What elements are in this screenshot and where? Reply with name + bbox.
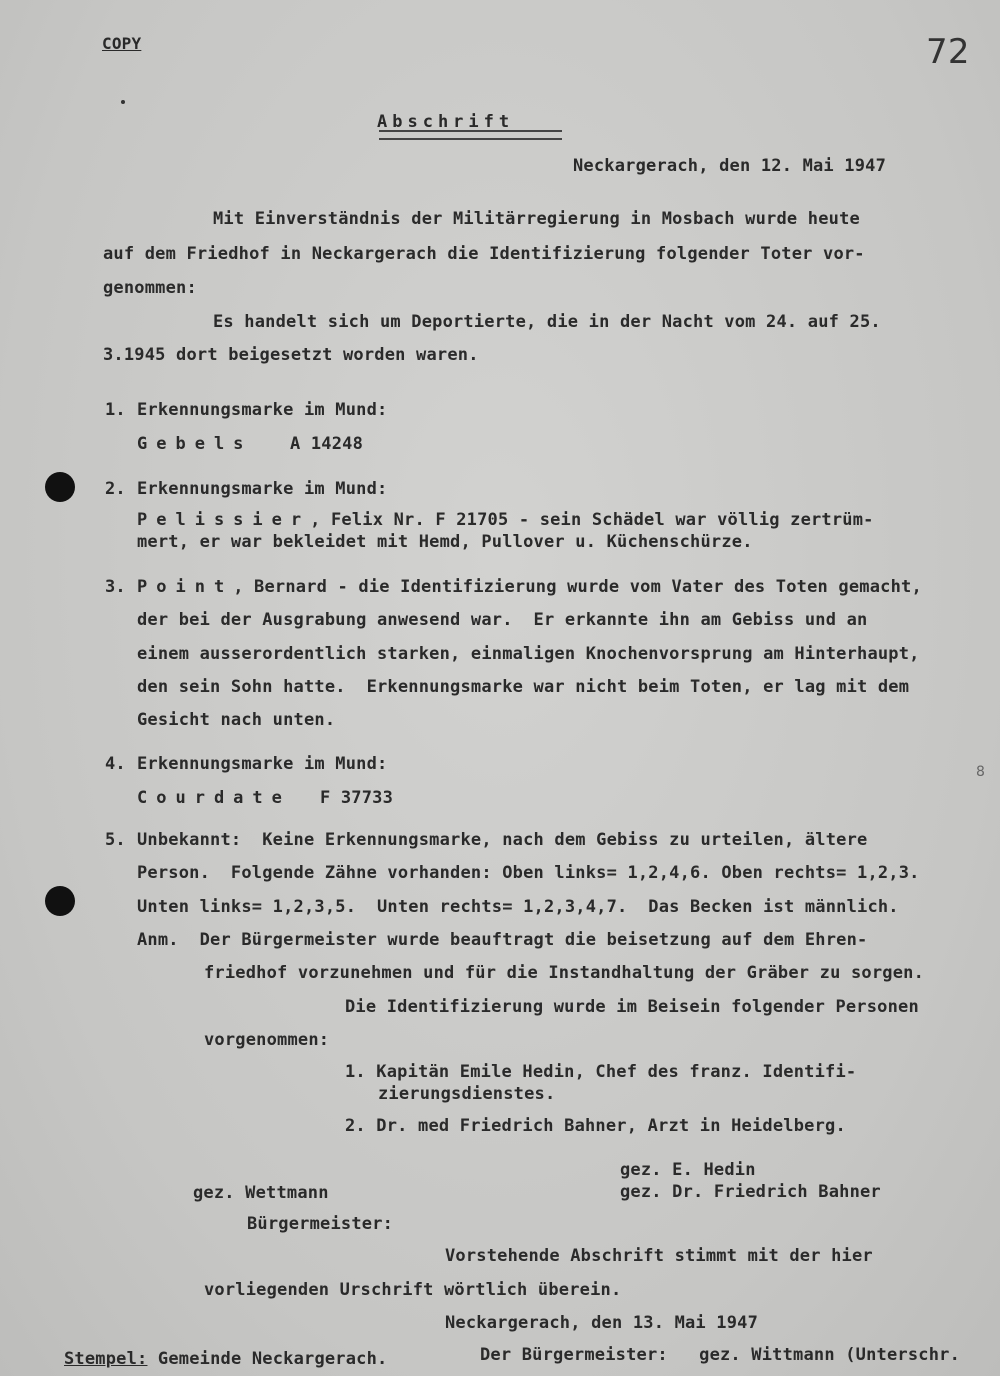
title-double-underline <box>379 130 562 140</box>
person-1-line-2: zierungsdienstes. <box>378 1084 556 1104</box>
entry-1-heading: Erkennungsmarke im Mund: <box>137 400 388 420</box>
stamp-line <box>64 1349 388 1369</box>
entry-4-detail: F 37733 <box>320 788 394 808</box>
entry-1-name: Gebels <box>137 434 253 454</box>
entry-3-line-5: Gesicht nach unten. <box>137 710 336 730</box>
signature-hedin: gez. E. Hedin <box>620 1160 756 1180</box>
intro-line-5: 3.1945 dort beigesetzt worden waren. <box>103 345 479 365</box>
note-line-2: friedhof vorzunehmen und für die Instandhaltung der Gräber zu sorgen. <box>204 963 925 983</box>
mayor-title: Bürgermeister: <box>247 1214 394 1234</box>
entry-2-name: Pelissier <box>137 510 311 530</box>
entry-3-line-1 <box>137 577 922 597</box>
entry-2-heading: Erkennungsmarke im Mund: <box>137 479 388 499</box>
signature-bahner: gez. Dr. Friedrich Bahner <box>620 1182 881 1202</box>
punch-hole-bottom <box>45 886 75 916</box>
entry-4-heading: Erkennungsmarke im Mund: <box>137 754 388 774</box>
intro-line-3: genommen: <box>103 278 197 298</box>
entry-4-name: Courdate <box>137 788 291 808</box>
intro-line-4: Es handelt sich um Deportierte, die in der Nacht vom 24. auf 25. <box>213 312 881 332</box>
note-line-1: Anm. Der Bürgermeister wurde beauftragt die beisetzung auf dem Ehren- <box>137 930 868 950</box>
stamp-label: Stempel: <box>64 1349 148 1369</box>
punch-hole-top <box>45 472 75 502</box>
place-date: Neckargerach, den 12. Mai 1947 <box>573 156 887 176</box>
page-number: 72 <box>926 32 970 72</box>
copy-label: COPY <box>102 34 142 53</box>
entry-3-line-4: den sein Sohn hatte. Erkennungsmarke war nicht beim Toten, er lag mit dem <box>137 677 910 697</box>
entry-2-number: 2. <box>105 479 126 499</box>
entry-2-line-1 <box>137 510 874 530</box>
mayor-signature-line: Der Bürgermeister: gez. Wittmann (Unterschr. <box>480 1345 961 1365</box>
margin-pencil-mark: 8 <box>976 764 985 780</box>
certification-place-date: Neckargerach, den 13. Mai 1947 <box>445 1313 759 1333</box>
entry-5-line-2: Person. Folgende Zähne vorhanden: Oben links= 1,2,4,6. Oben rechts= 1,2,3. <box>137 863 920 883</box>
stamp-text: Gemeinde Neckargerach. <box>147 1349 388 1369</box>
entry-3-name: Point <box>137 577 234 597</box>
note-line-4: vorgenommen: <box>204 1030 330 1050</box>
entry-4-number: 4. <box>105 754 126 774</box>
entry-3-line-2: der bei der Ausgrabung anwesend war. Er erkannte ihn am Gebiss und an <box>137 610 868 630</box>
entry-5-line-1: Unbekannt: Keine Erkennungsmarke, nach dem Gebiss zu urteilen, ältere <box>137 830 868 850</box>
entry-5-number: 5. <box>105 830 126 850</box>
intro-line-1: Mit Einverständnis der Militärregierung in Mosbach wurde heute <box>213 209 860 229</box>
document-title: Abschrift <box>377 112 515 132</box>
entry-5-line-3: Unten links= 1,2,3,5. Unten rechts= 1,2,3,4,7. Das Becken ist männlich. <box>137 897 899 917</box>
entry-3-number: 3. <box>105 577 126 597</box>
ink-speck <box>121 100 125 104</box>
certification-line-1: Vorstehende Abschrift stimmt mit der hier <box>445 1246 873 1266</box>
entry-3-line-1-rest: , Bernard - die Identifizierung wurde vom Vater des Toten gemacht, <box>233 577 922 597</box>
person-2-line-1: 2. Dr. med Friedrich Bahner, Arzt in Heidelberg. <box>345 1116 846 1136</box>
person-1-line-1: 1. Kapitän Emile Hedin, Chef des franz. Identifi- <box>345 1062 857 1082</box>
entry-2-line-2: mert, er war bekleidet mit Hemd, Pullover u. Küchenschürze. <box>137 532 753 552</box>
entry-3-line-3: einem ausserordentlich starken, einmaligen Knochenvorsprung am Hinterhaupt, <box>137 644 920 664</box>
entry-1-number: 1. <box>105 400 126 420</box>
entry-1-detail: A 14248 <box>290 434 364 454</box>
certification-line-2: vorliegenden Urschrift wörtlich überein. <box>204 1280 622 1300</box>
entry-2-line-1-rest: , Felix Nr. F 21705 - sein Schädel war völlig zertrüm- <box>310 510 874 530</box>
intro-line-2: auf dem Friedhof in Neckargerach die Identifizierung folgender Toter vor- <box>103 244 865 264</box>
note-line-3: Die Identifizierung wurde im Beisein folgender Personen <box>345 997 919 1017</box>
signature-wettmann: gez. Wettmann <box>193 1183 329 1203</box>
